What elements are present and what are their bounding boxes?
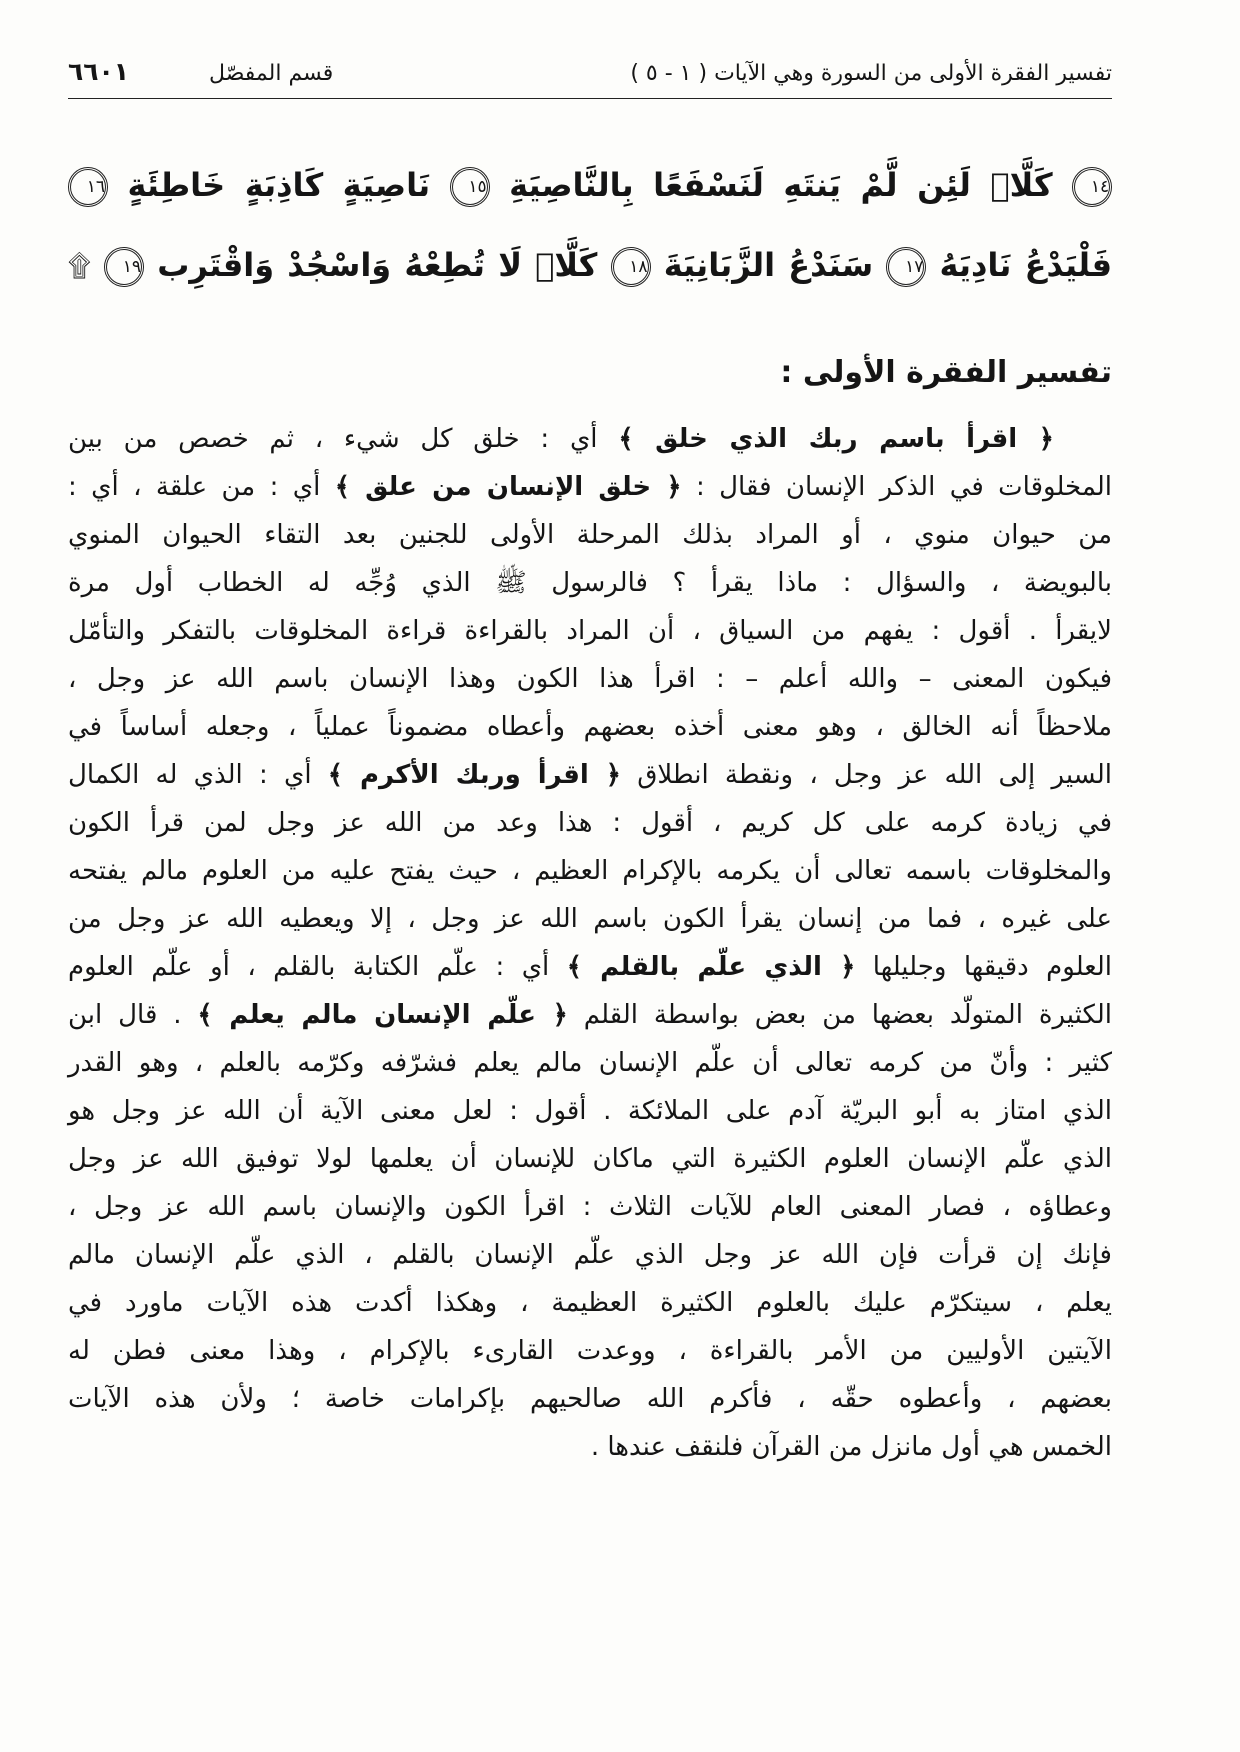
- verse-text: سَنَدْعُ الزَّبَانِيَةَ: [663, 246, 874, 284]
- body-text-segment: أي : من علقة ، أي :: [68, 472, 335, 502]
- section-heading: تفسير الفقرة الأولى :: [780, 355, 1112, 390]
- body-line: والمخلوقات باسمه تعالى أن يكرمه بالإكرام العظيم ، حيث يفتح عليه من العلوم مالم يفتحه: [68, 856, 1112, 886]
- verse-text: كَلَّاۖ لَا تُطِعْهُ وَاسْجُدْ وَاقْتَرِب: [157, 246, 598, 284]
- verse-text: نَاصِيَةٍ كَاذِبَةٍ خَاطِئَةٍ: [127, 166, 431, 204]
- body-line: [68, 751, 1112, 799]
- body-line: الذي علّم الإنسان العلوم الكثيرة التي ماكان للإنسان أن يعلمها لولا توفيق الله عز وجل: [68, 1144, 1112, 1174]
- body-line: الآيتين الأوليين من الأمر بالقراءة ، ووعدت القارىء بالإكرام ، وهذا معنى فطن له: [68, 1336, 1112, 1366]
- verse-number-marker: ١٧: [886, 247, 926, 287]
- body-line: كثير : وأنّ من كرمه تعالى أن علّم الإنسان مالم يعلم فشرّفه وكرّمه بالعلم ، وهو القدر: [68, 1048, 1112, 1078]
- body-line: بعضهم ، وأعطوه حقّه ، فأكرم الله صالحيهم بإكرامات خاصة ؛ ولأن هذه الآيات: [68, 1384, 1112, 1414]
- body-line: فإنك إن قرأت فإن الله عز وجل الذي علّم الإنسان بالقلم ، الذي علّم الإنسان مالم: [68, 1240, 1112, 1270]
- running-header: [68, 52, 1112, 99]
- body-line: الذي امتاز به أبو البريّة آدم على الملائكة . أقول : لعل معنى الآية أن الله عز وجل هو: [68, 1096, 1112, 1126]
- body-text-segment: أي : الذي له الكمال: [68, 760, 328, 790]
- verse-number-marker: ١٩: [104, 247, 144, 287]
- quoted-verse: ﴿ علّم الإنسان مالم يعلم ﴾: [197, 1000, 568, 1030]
- body-line: لايقرأ . أقول : يفهم من السياق ، أن المراد بالقراءة قراءة المخلوقات بالتفكر والتأمّل: [68, 616, 1112, 646]
- quoted-verse: ﴿ الذي علّم بالقلم ﴾: [566, 952, 856, 982]
- section-name: قسم المفصّل: [209, 61, 334, 86]
- body-line: من حيوان منوي ، أو المراد بذلك المرحلة الأولى للجنين بعد التقاء الحيوان المنوي: [68, 520, 1112, 550]
- body-text-segment: . قال ابن: [68, 1000, 198, 1030]
- quoted-verse: ﴿ اقرأ باسم ربك الذي خلق ﴾: [618, 424, 1054, 454]
- body-line: [68, 463, 1112, 511]
- body-line: بالبويضة ، والسؤال : ماذا يقرأ ؟ فالرسول ﷺ الذي وُجِّه له الخطاب أول مرة: [68, 568, 1112, 598]
- body-text: [68, 415, 1112, 1471]
- body-text-segment: العلوم دقيقها وجليلها: [855, 952, 1112, 982]
- body-line: ملاحظاً أنه الخالق ، وهو معنى أخذه بعضهم وأعطاه مضموناً عملياً ، وجعله أساساً في: [68, 712, 1112, 742]
- verse-text: كَلَّاۖ لَئِن لَّمْ يَنتَهِ لَنَسْفَعًا بِالنَّاصِيَةِ: [509, 166, 1053, 204]
- running-header-title: تفسير الفقرة الأولى من السورة وهي الآيات ( ١ - ٥ ): [630, 61, 1112, 86]
- body-line: في زيادة كرمه على كل كريم ، أقول : هذا وعد من الله عز وجل لمن قرأ الكون: [68, 808, 1112, 838]
- body-text-segment: أي : خلق كل شيء ، ثم خصص من بين: [68, 424, 619, 454]
- body-line: يعلم ، سيتكرّم عليك بالعلوم الكثيرة العظيمة ، وهكذا أكدت هذه الآيات ماورد في: [68, 1288, 1112, 1318]
- body-text-segment: أي : علّم الكتابة بالقلم ، أو علّم العلوم: [68, 952, 567, 982]
- body-line: فيكون المعنى – والله أعلم – : اقرأ هذا الكون وهذا الإنسان باسم الله عز وجل ،: [68, 664, 1112, 694]
- verse-text: فَلْيَدْعُ نَادِيَهُ: [939, 246, 1113, 284]
- sajda-sign-icon: ۩: [68, 249, 91, 284]
- verse-number-marker: ١٤: [1072, 167, 1112, 207]
- quran-line-2: [68, 225, 1112, 307]
- body-line: [68, 991, 1112, 1039]
- body-line: الخمس هي أول مانزل من القرآن فلنقف عندها .: [590, 1432, 1112, 1462]
- quoted-verse: ﴿ اقرأ وربك الأكرم ﴾: [327, 760, 621, 790]
- body-text-segment: المخلوقات في الذكر الإنسان فقال :: [681, 472, 1113, 502]
- verse-number-marker: ١٥: [450, 167, 490, 207]
- quran-verses: [68, 145, 1112, 307]
- body-line: [68, 943, 1112, 991]
- body-line: [68, 415, 1112, 463]
- body-line: وعطاؤه ، فصار المعنى العام للآيات الثلاث : اقرأ الكون والإنسان باسم الله عز وجل ،: [68, 1192, 1112, 1222]
- body-line: على غيره ، فما من إنسان يقرأ الكون باسم الله عز وجل ، إلا ويعطيه الله عز وجل من: [68, 904, 1112, 934]
- quran-line-1: [68, 145, 1112, 225]
- quoted-verse: ﴿ خلق الإنسان من علق ﴾: [334, 472, 682, 502]
- page-number: ٦٦٠١: [68, 57, 130, 86]
- verse-number-marker: ١٦: [68, 167, 108, 207]
- body-text-segment: الكثيرة المتولّد بعضها من بعض بواسطة القلم: [567, 1000, 1112, 1030]
- verse-number-marker: ١٨: [611, 247, 651, 287]
- page-content: [68, 52, 1112, 1471]
- body-text-segment: السير إلى الله عز وجل ، ونقطة انطلاق: [621, 760, 1113, 790]
